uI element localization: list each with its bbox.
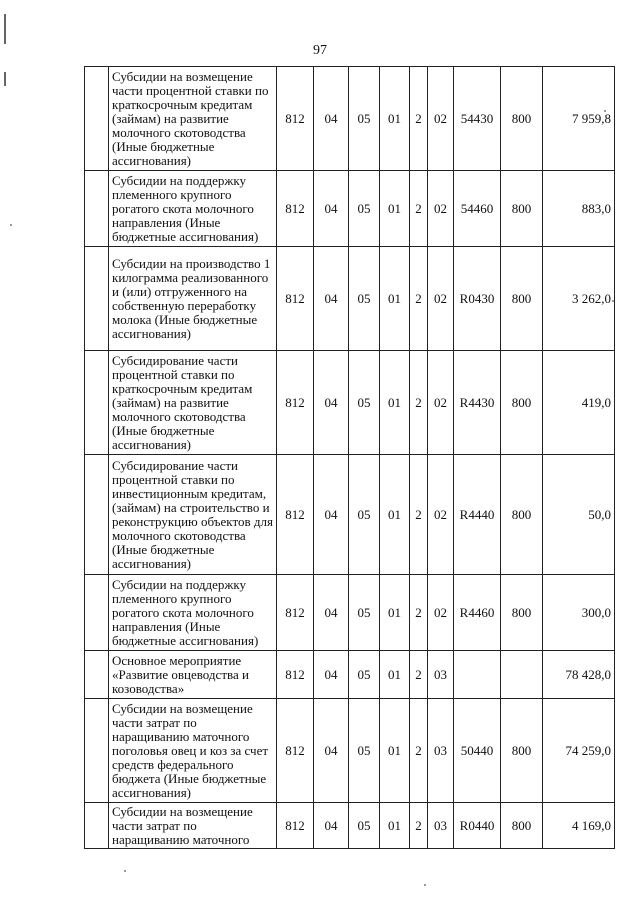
amount: 300,0	[543, 575, 615, 651]
subprogram-code: 2	[410, 575, 428, 651]
subsection-code: 05	[349, 575, 380, 651]
section-code: 04	[314, 171, 349, 247]
subsection-code: 05	[349, 651, 380, 699]
section-code: 04	[314, 455, 349, 575]
direction-code: R0430	[454, 247, 501, 351]
section-code: 04	[314, 803, 349, 849]
table-row	[85, 455, 615, 575]
subprogram-code: 2	[410, 699, 428, 803]
expense-type-code: 800	[501, 699, 543, 803]
row-name: Субсидии на поддержку племенного крупного рогатого скота молочного направления (Иные бюджетные ассигнования)	[109, 171, 277, 247]
direction-code	[454, 651, 501, 699]
subprogram-code: 2	[410, 803, 428, 849]
ministry-code: 812	[277, 351, 314, 455]
program-code: 01	[380, 247, 410, 351]
expense-type-code	[501, 651, 543, 699]
row-name: Субсидии на поддержку племенного крупного рогатого скота молочного направления (Иные бюджетные ассигнования)	[109, 575, 277, 651]
table-row	[85, 699, 615, 803]
amount: 3 262,0	[543, 247, 615, 351]
amount: 74 259,0	[543, 699, 615, 803]
expense-type-code: 800	[501, 455, 543, 575]
subsection-code: 05	[349, 67, 380, 171]
program-code: 01	[380, 351, 410, 455]
table-row	[85, 651, 615, 699]
subsection-code: 05	[349, 171, 380, 247]
amount: 419,0	[543, 351, 615, 455]
row-name: Субсидии на возмещение части затрат по наращиванию маточного	[109, 803, 277, 849]
event-code: 02	[428, 247, 454, 351]
table-row	[85, 803, 615, 849]
empty-cell	[85, 171, 109, 247]
row-name: Субсидирование части процентной ставки по инвестиционным кредитам, (займам) на строительство и реконструкцию объектов для молочного скотоводства (Иные бюджетные ассигнования)	[109, 455, 277, 575]
subsection-code: 05	[349, 455, 380, 575]
section-code: 04	[314, 247, 349, 351]
direction-code: R4460	[454, 575, 501, 651]
program-code: 01	[380, 803, 410, 849]
ministry-code: 812	[277, 651, 314, 699]
ministry-code: 812	[277, 247, 314, 351]
direction-code: 54430	[454, 67, 501, 171]
subprogram-code: 2	[410, 651, 428, 699]
amount: 50,0	[543, 455, 615, 575]
row-name: Субсидии на возмещение части процентной ставки по краткосрочным кредитам (займам) на развитие молочного скотоводства (Иные бюджетные ассигнования)	[109, 67, 277, 171]
program-code: 01	[380, 455, 410, 575]
ministry-code: 812	[277, 67, 314, 171]
subprogram-code: 2	[410, 171, 428, 247]
subprogram-code: 2	[410, 351, 428, 455]
empty-cell	[85, 247, 109, 351]
event-code: 02	[428, 67, 454, 171]
amount: 4 169,0	[543, 803, 615, 849]
program-code: 01	[380, 171, 410, 247]
row-name: Основное мероприятие «Развитие овцеводства и козоводства»	[109, 651, 277, 699]
direction-code: 54460	[454, 171, 501, 247]
empty-cell	[85, 455, 109, 575]
expense-type-code: 800	[501, 247, 543, 351]
scan-speck	[124, 870, 126, 872]
table-row	[85, 247, 615, 351]
ministry-code: 812	[277, 803, 314, 849]
event-code: 03	[428, 651, 454, 699]
section-code: 04	[314, 651, 349, 699]
amount: 883,0	[543, 171, 615, 247]
empty-cell	[85, 699, 109, 803]
subprogram-code: 2	[410, 67, 428, 171]
program-code: 01	[380, 651, 410, 699]
scan-speck	[424, 884, 426, 886]
amount: 78 428,0	[543, 651, 615, 699]
subsection-code: 05	[349, 351, 380, 455]
event-code: 02	[428, 351, 454, 455]
subprogram-code: 2	[410, 247, 428, 351]
section-code: 04	[314, 699, 349, 803]
section-code: 04	[314, 351, 349, 455]
page-number: 97	[313, 43, 327, 58]
event-code: 03	[428, 803, 454, 849]
expense-type-code: 800	[501, 351, 543, 455]
ministry-code: 812	[277, 699, 314, 803]
amount: 7 959,8	[543, 67, 615, 171]
table-row	[85, 575, 615, 651]
empty-cell	[85, 351, 109, 455]
event-code: 03	[428, 699, 454, 803]
empty-cell	[85, 575, 109, 651]
empty-cell	[85, 67, 109, 171]
row-name: Субсидирование части процентной ставки по краткосрочным кредитам (займам) на развитие молочного скотоводства (Иные бюджетные ассигнования)	[109, 351, 277, 455]
subprogram-code: 2	[410, 455, 428, 575]
direction-code: R0440	[454, 803, 501, 849]
expense-type-code: 800	[501, 67, 543, 171]
expense-type-code: 800	[501, 171, 543, 247]
program-code: 01	[380, 699, 410, 803]
subsection-code: 05	[349, 699, 380, 803]
empty-cell	[85, 803, 109, 849]
expense-type-code: 800	[501, 575, 543, 651]
subsection-code: 05	[349, 247, 380, 351]
ministry-code: 812	[277, 171, 314, 247]
expense-type-code: 800	[501, 803, 543, 849]
table-row	[85, 351, 615, 455]
section-code: 04	[314, 67, 349, 171]
budget-table	[84, 66, 615, 849]
ministry-code: 812	[277, 455, 314, 575]
direction-code: R4440	[454, 455, 501, 575]
scan-edge-mark	[4, 14, 6, 44]
program-code: 01	[380, 67, 410, 171]
ministry-code: 812	[277, 575, 314, 651]
program-code: 01	[380, 575, 410, 651]
event-code: 02	[428, 575, 454, 651]
scan-edge-mark	[4, 72, 6, 86]
event-code: 02	[428, 455, 454, 575]
row-name: Субсидии на производство 1 килограмма реализованного и (или) отгруженного на собственную переработку молока (Иные бюджетные ассигнования)	[109, 247, 277, 351]
table-row	[85, 171, 615, 247]
scan-speck	[10, 224, 12, 226]
subsection-code: 05	[349, 803, 380, 849]
section-code: 04	[314, 575, 349, 651]
empty-cell	[85, 651, 109, 699]
table-row	[85, 67, 615, 171]
row-name: Субсидии на возмещение части затрат по наращиванию маточного поголовья овец и коз за счет средств федерального бюджета (Иные бюджетные ассигнования)	[109, 699, 277, 803]
event-code: 02	[428, 171, 454, 247]
direction-code: R4430	[454, 351, 501, 455]
direction-code: 50440	[454, 699, 501, 803]
